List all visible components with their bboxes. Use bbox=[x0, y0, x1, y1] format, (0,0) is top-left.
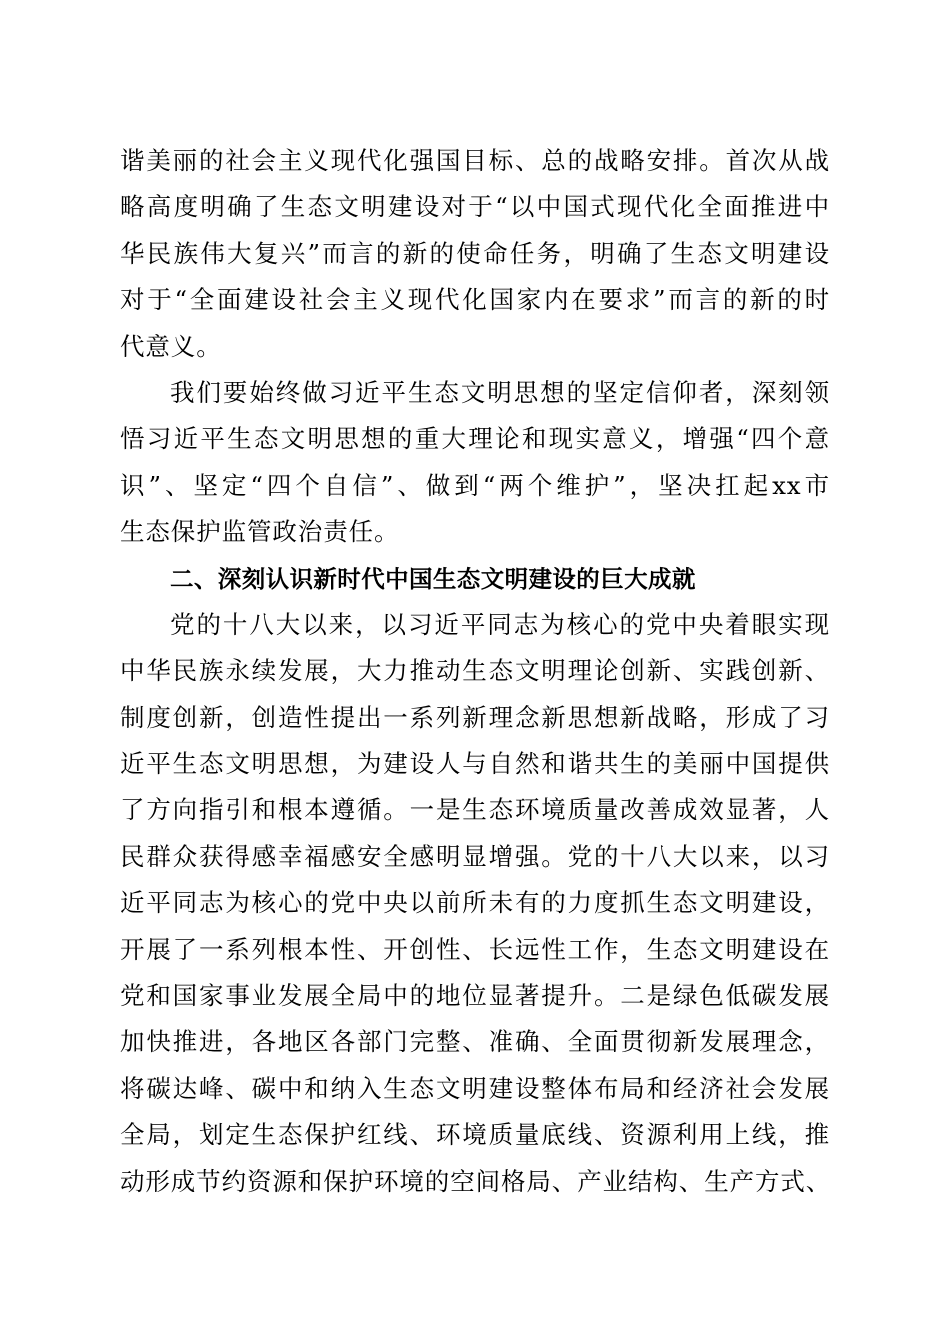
text-line: 略高度明确了生态文明建设对于“以中国式现代化全面推进中 bbox=[120, 192, 830, 222]
text-line: 制度创新，创造性提出一系列新理念新思想新战略，形成了习 bbox=[120, 702, 830, 732]
text-line: 民群众获得感幸福感安全感明显增强。党的十八大以来，以习 bbox=[120, 841, 830, 871]
section-heading bbox=[120, 556, 830, 602]
text-line: 谐美丽的社会主义现代化强国目标、总的战略安排。首次从战 bbox=[120, 146, 830, 175]
text-line: 识”、坚定“四个自信”、做到“两个维护”，坚决扛起xx市 bbox=[120, 470, 830, 500]
heading-text: 二、深刻认识新时代中国生态文明建设的巨大成就 bbox=[170, 564, 696, 593]
text-line: 悟习近平生态文明思想的重大理论和现实意义，增强“四个意 bbox=[120, 424, 830, 454]
text-line: 华民族伟大复兴”而言的新的使命任务，明确了生态文明建设 bbox=[120, 238, 830, 268]
text-line: 党的十八大以来，以习近平同志为核心的党中央着眼实现 bbox=[170, 609, 830, 639]
paragraph-commitment bbox=[120, 370, 830, 556]
text-line: 中华民族永续发展，大力推动生态文明理论创新、实践创新、 bbox=[120, 656, 830, 686]
text-line: 全局，划定生态保护红线、环境质量底线、资源利用上线，推 bbox=[120, 1120, 830, 1150]
text-line: 了方向指引和根本遵循。一是生态环境质量改善成效显著，人 bbox=[120, 795, 830, 825]
text-line: 生态保护监管政治责任。 bbox=[120, 517, 400, 547]
text-line: 近平生态文明思想，为建设人与自然和谐共生的美丽中国提供 bbox=[120, 749, 830, 779]
text-line: 党和国家事业发展全局中的地位显著提升。二是绿色低碳发展 bbox=[120, 981, 830, 1011]
text-line: 对于“全面建设社会主义现代化国家内在要求”而言的新的时 bbox=[120, 285, 830, 315]
paragraph-continuation bbox=[120, 138, 830, 370]
text-line: 近平同志为核心的党中央以前所未有的力度抓生态文明建设， bbox=[120, 888, 830, 918]
paragraph-achievements bbox=[120, 602, 830, 1205]
text-line: 开展了一系列根本性、开创性、长远性工作，生态文明建设在 bbox=[120, 934, 830, 964]
document-body bbox=[120, 138, 830, 1205]
text-line: 将碳达峰、碳中和纳入生态文明建设整体布局和经济社会发展 bbox=[120, 1073, 830, 1103]
text-line: 我们要始终做习近平生态文明思想的坚定信仰者，深刻领 bbox=[170, 377, 830, 407]
text-line: 加快推进，各地区各部门完整、准确、全面贯彻新发展理念， bbox=[120, 1027, 830, 1057]
text-line: 代意义。 bbox=[120, 331, 222, 361]
text-line: 动形成节约资源和保护环境的空间格局、产业结构、生产方式、 bbox=[120, 1166, 832, 1196]
